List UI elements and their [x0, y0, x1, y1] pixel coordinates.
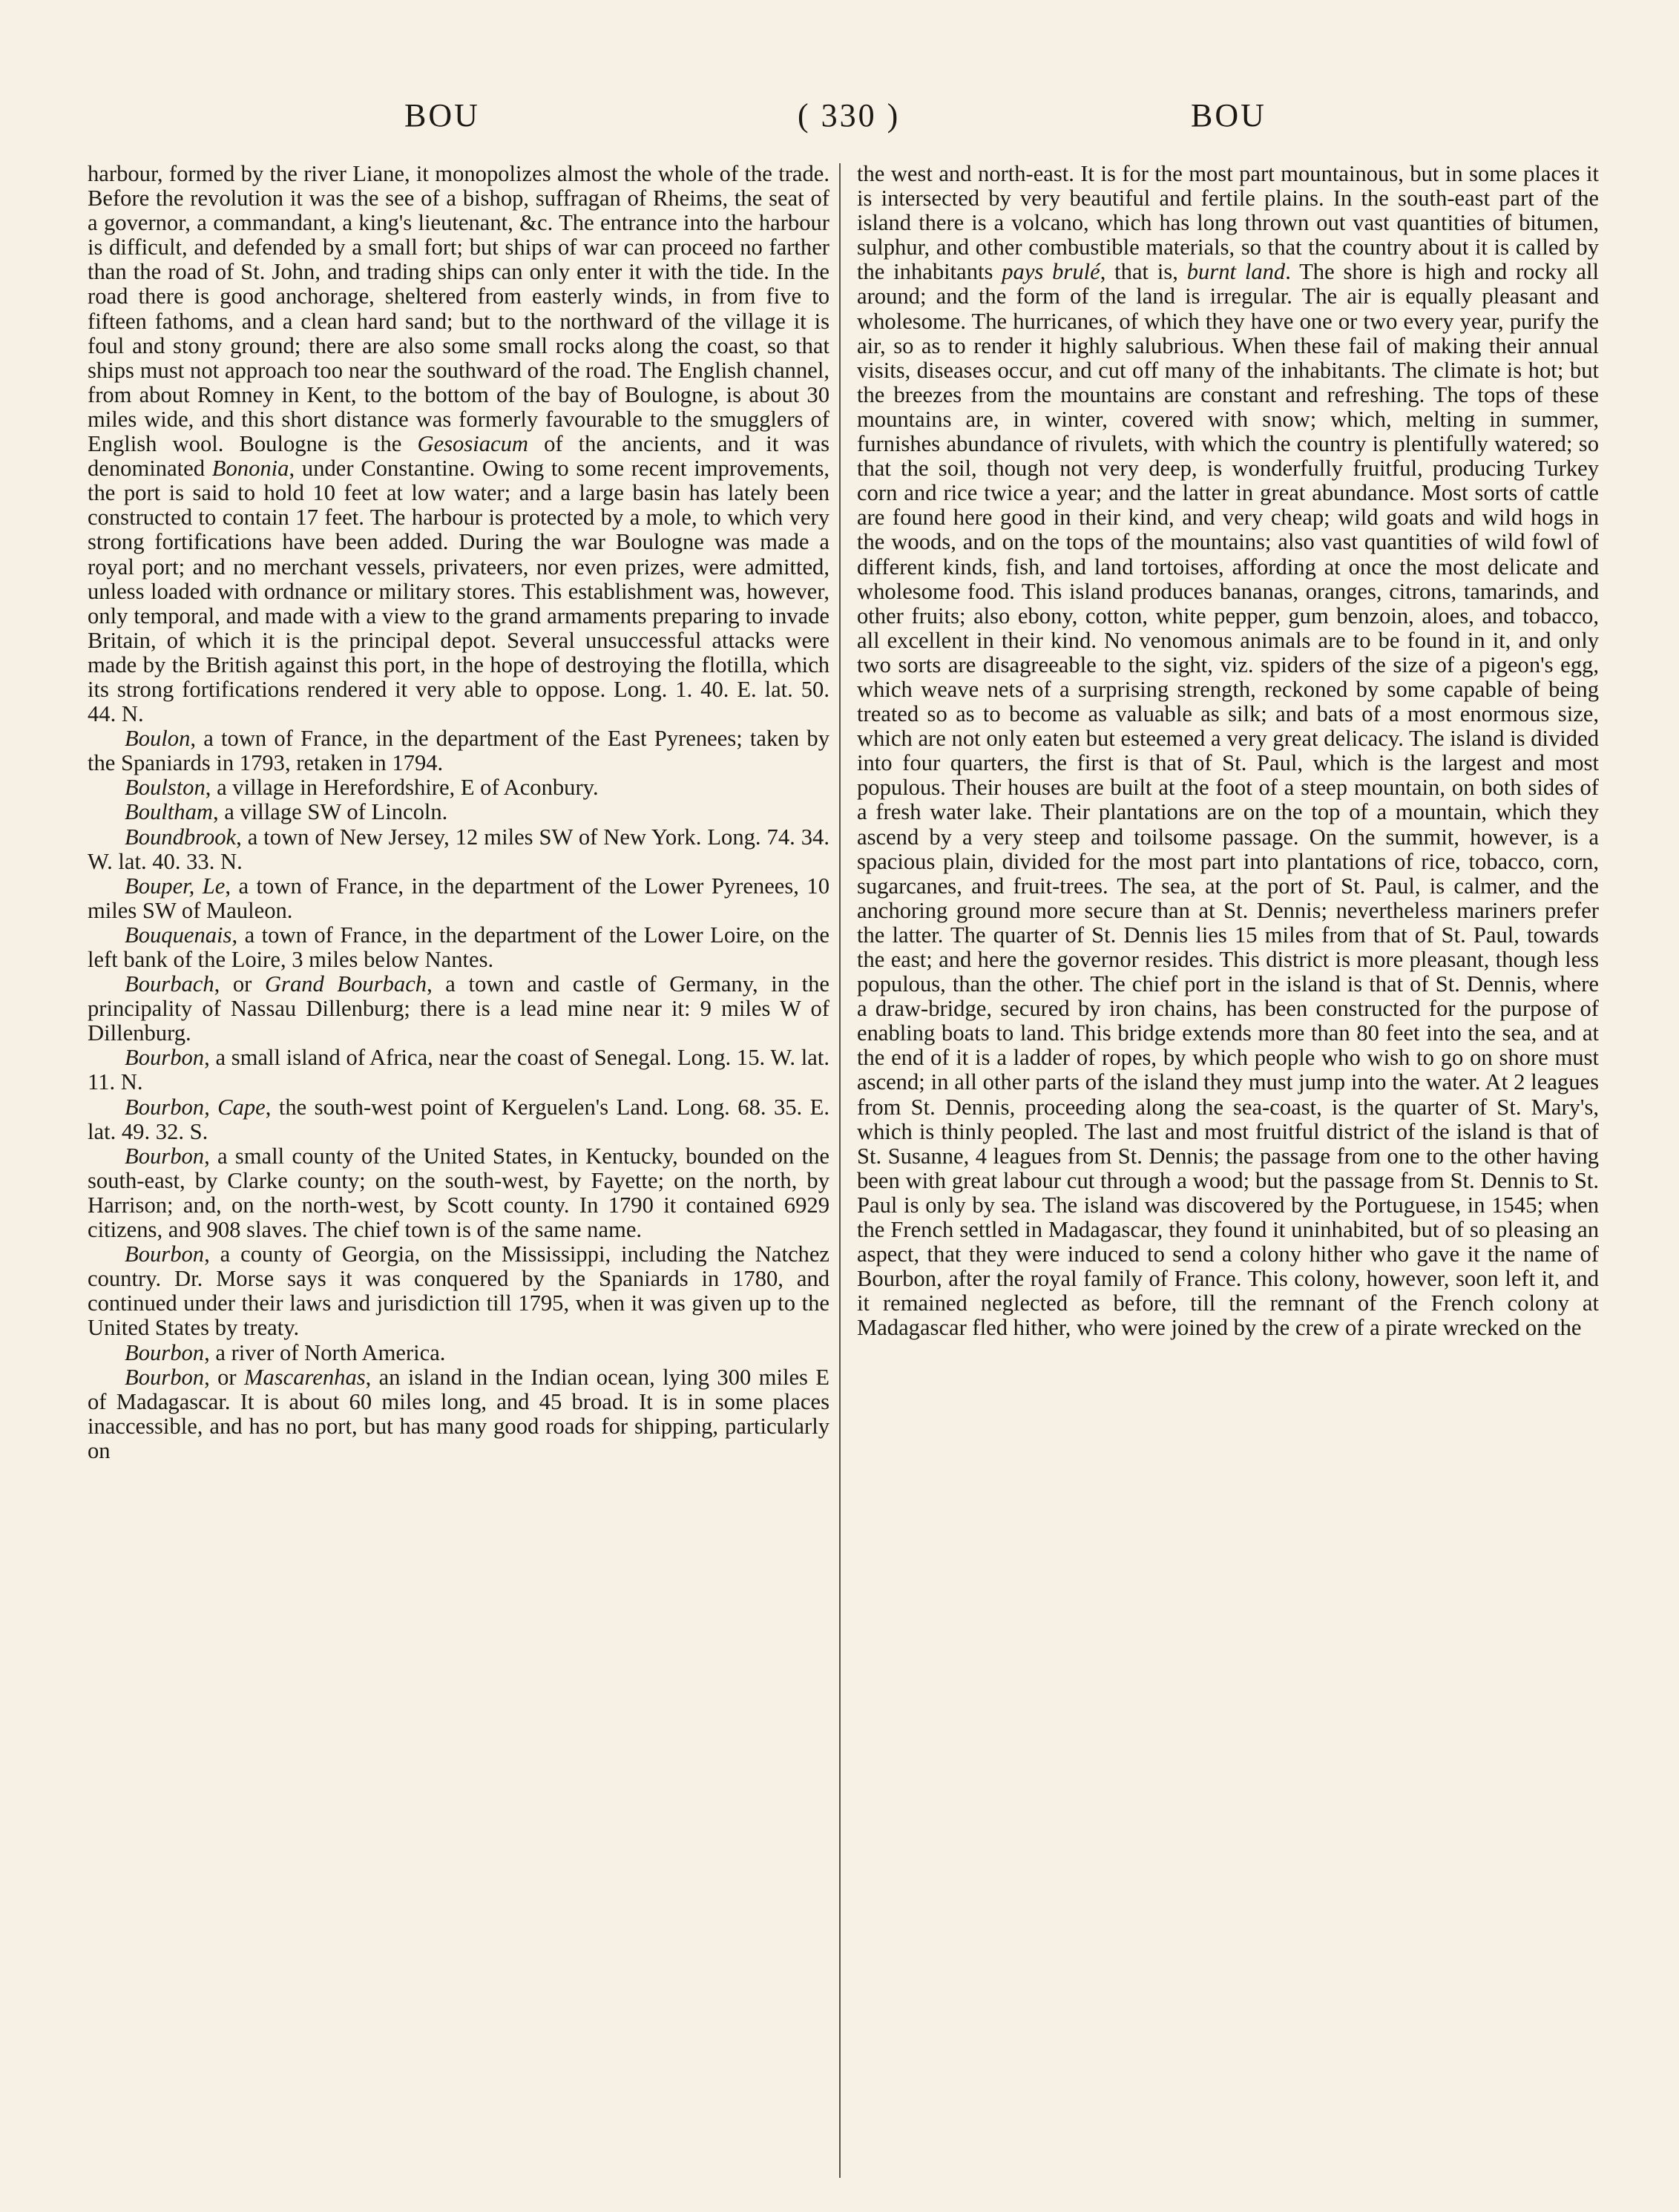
entry-bourbon-georgia: Bourbon, a county of Georgia, on the Mississippi, including the Natchez country. Dr. Morse says it was conquered by the Spaniards in 1780, and continued under their laws and jurisdiction till 1795, when it was given up to the United States by treaty. — [88, 1241, 829, 1341]
column-divider — [839, 163, 841, 2178]
entry-boundbrook: Boundbrook, a town of New Jersey, 12 miles SW of New York. Long. 74. 34. W. lat. 40. 33. N. — [88, 824, 829, 874]
entry-headword: Bouper, Le — [125, 873, 226, 899]
entry-bourbach: Bourbach, or Grand Bourbach, a town and castle of Germany, in the principality of Nassau Dillenburg; there is a lead mine near it: 9 miles W of Dillenburg. — [88, 971, 829, 1046]
entry-headword: Bourbon — [125, 1045, 205, 1071]
entry-headword: Boundbrook — [125, 824, 237, 850]
entry-headword: Boulon — [125, 726, 191, 752]
entry-headword: Bourbon — [125, 1364, 205, 1390]
entry-bourbon-island-africa: Bourbon, a small island of Africa, near the coast of Senegal. Long. 15. W. lat. 11. N. — [88, 1045, 829, 1095]
entry-bourbon-island-indian-ocean: Bourbon, or Mascarenhas, an island in the Indian ocean, lying 300 miles E of Madagascar. It is about 60 miles long, and 45 broad. It is in some places inaccessible, and has no port, but has many good roads for shipping, particularly on — [88, 1364, 829, 1463]
entry-headword: Bourbon — [125, 1241, 205, 1267]
entry-bourbon-river: Bourbon, a river of North America. — [125, 1339, 446, 1365]
boulogne-entry-continuation: harbour, formed by the river Liane, it monopolizes almost the whole of the trade. Before the revolution it was the see of a bishop, suffragan of Rheims, the seat of a governor, a commandant, a king's lieutenant, &c. The entrance into the harbour is difficult, and defended by a small fort; but ships of war can proceed no farther than the road of St. John, and trading ships can only enter it with the tide. In the road there is good anchorage, sheltered from easterly winds, in from five to fifteen fathoms, and a clean hard sand; but to the northward of the village it is foul and stony ground; there are also some small rocks along the coast, so that ships must not approach too near the southward of the road. The English channel, from about Romney in Kent, to the bottom of the bay of Boulogne, is about 30 miles wide, and this short distance was formerly favourable to the smugglers of English wool. Boulogne is the Gesosiacum of the ancients, and it was denominated Bononia, under Constantine. Owing to some recent improvements, the port is said to hold 10 feet at low water; and a large basin has lately been constructed to contain 17 feet. The harbour is protected by a mole, to which very strong fortifications have been added. During the war Boulogne was made a royal port; and no merchant vessels, privateers, nor even prizes, were admitted, unless loaded with ordnance or military stores. This establishment was, however, only temporal, and made with a view to the grand armaments preparing to invade Britain, of which it is the principal depot. Several unsuccessful attacks were made by the British against this port, in the hope of destroying the flotilla, which its strong fortifications rendered it very able to oppose. Long. 1. 40. E. lat. 50. 44. N. — [88, 161, 830, 727]
entry-boulston: Boulston, a village in Herefordshire, E of Aconbury. — [125, 775, 599, 801]
entry-boultham: Boultham, a village SW of Lincoln. — [125, 799, 448, 825]
entry-headword: Bouquenais — [125, 922, 232, 948]
bourbon-island-continuation: the west and north-east. It is for the most part mountainous, but in some places it is intersected by very beautiful and fertile plains. In the south-east part of the island there is a volcano, which has long thrown out vast quantities of bitumen, sulphur, and other combustible materials, so that the country about it is called by the inhabitants pays brulé, that is, burnt land. The shore is high and rocky all around; and the form of the land is irregular. The air is equally pleasant and wholesome. The hurricanes, of which they have one or two every year, purify the air, so as to render it highly salubrious. When these fail of making their annual visits, diseases occur, and cut off many of the inhabitants. The climate is hot; but the breezes from the mountains are constant and refreshing. The tops of these mountains are, in winter, covered with snow; which, melting in summer, furnishes abundance of rivulets, with which the country is plentifully watered; so that the soil, though not very deep, is wonderfully fruitful, producing Turkey corn and rice twice a year; and the latter in great abundance. Most sorts of cattle are found here good in their kind, and very cheap; wild goats and wild hogs in the woods, and on the tops of the mountains; also vast quantities of wild fowl of different kinds, fish, and land tortoises, affording at once the most delicate and wholesome food. This island produces bananas, oranges, citrons, tamarinds, and other fruits; also ebony, cotton, white pepper, gum benzoin, aloes, and tobacco, all excellent in their kind. No venomous animals are to be found in it, and only two sorts are disagreeable to the sight, viz. spiders of the size of a pigeon's egg, which weave nets of a surprising strength, reckoned by some capable of being treated so as to become as valuable as silk; and bats of a most enormous size, which are not only eaten but esteemed a very great delicacy. The island is divided into four quarters, the first is that of St. Paul, which is the largest and most populous. Their houses are built at the foot of a steep mountain, on both sides of a fresh water lake. Their plantations are on the top of a mountain, which they ascend by a very steep and toilsome passage. On the summit, however, is a spacious plain, divided for the most part into plantations of rice, tobacco, corn, sugarcanes, and fruit-trees. The sea, at the port of St. Paul, is calmer, and the anchoring ground more secure than at St. Dennis; nevertheless mariners prefer the latter. The quarter of St. Dennis lies 15 miles from that of St. Paul, towards the east; and here the governor resides. This district is more pleasant, though less populous, than the other. The chief port in the island is that of St. Dennis, where a draw-bridge, secured by iron chains, has been constructed for the purpose of enabling boats to land. This bridge extends more than 80 feet into the sea, and at the end of it is a ladder of ropes, by which people who wish to go on shore must ascend; in all other parts of the island they must jump into the water. At 2 leagues from St. Dennis, proceeding along the sea-coast, is the quarter of St. Mary's, which is thinly peopled. The last and most fruitful district of the island is that of St. Susanne, 4 leagues from St. Dennis; the passage from one to the other having been with great labour cut through a wood; but the passage from St. Dennis to St. Paul is only by sea. The island was discovered by the Portuguese, in 1545; when the French settled in Madagascar, they found it uninhabited, but of so pleasing an aspect, that they were induced to send a colony hither who gave it the name of Bourbon, after the royal family of France. This colony, however, soon left it, and it remained neglected as before, till the remnant of the French colony at Madagascar fled hither, who were joined by the crew of a pirate wrecked on the — [857, 161, 1599, 1341]
entry-headword: Boulston — [125, 775, 206, 801]
entry-boulon: Boulon, a town of France, in the department of the East Pyrenees; taken by the Spaniards in 1793, retaken in 1794. — [88, 726, 829, 776]
running-head-right: BOU — [1191, 97, 1266, 134]
page-number: ( 330 ) — [798, 97, 901, 134]
entry-bourbon-kentucky: Bourbon, a small county of the United States, in Kentucky, bounded on the south-east, by Clarke county; on the south-west, by Fayette; on the north, by Harrison; and, on the north-west, by Scott county. In 1790 it contained 6929 citizens, and 908 slaves. The chief town is of the same name. — [88, 1143, 829, 1243]
left-column — [88, 162, 829, 1463]
running-head — [0, 96, 1679, 141]
right-column — [857, 162, 1599, 1341]
entry-bourbon-cape: Bourbon, Cape, the south-west point of Kerguelen's Land. Long. 68. 35. E. lat. 49. 32. S. — [88, 1094, 829, 1144]
entry-headword: Bourbon, Cape — [125, 1094, 266, 1120]
running-head-left: BOU — [404, 97, 480, 134]
entry-headword: Boultham — [125, 799, 213, 825]
entry-bouquenais: Bouquenais, a town of France, in the department of the Lower Loire, on the left bank of the Loire, 3 miles below Nantes. — [88, 922, 829, 972]
entry-headword: Bourbon — [125, 1339, 205, 1365]
entry-headword: Bourbach — [125, 971, 214, 997]
entry-bouper-le: Bouper, Le, a town of France, in the department of the Lower Pyrenees, 10 miles SW of Mauleon. — [88, 873, 829, 923]
entry-headword: Bourbon — [125, 1143, 205, 1169]
